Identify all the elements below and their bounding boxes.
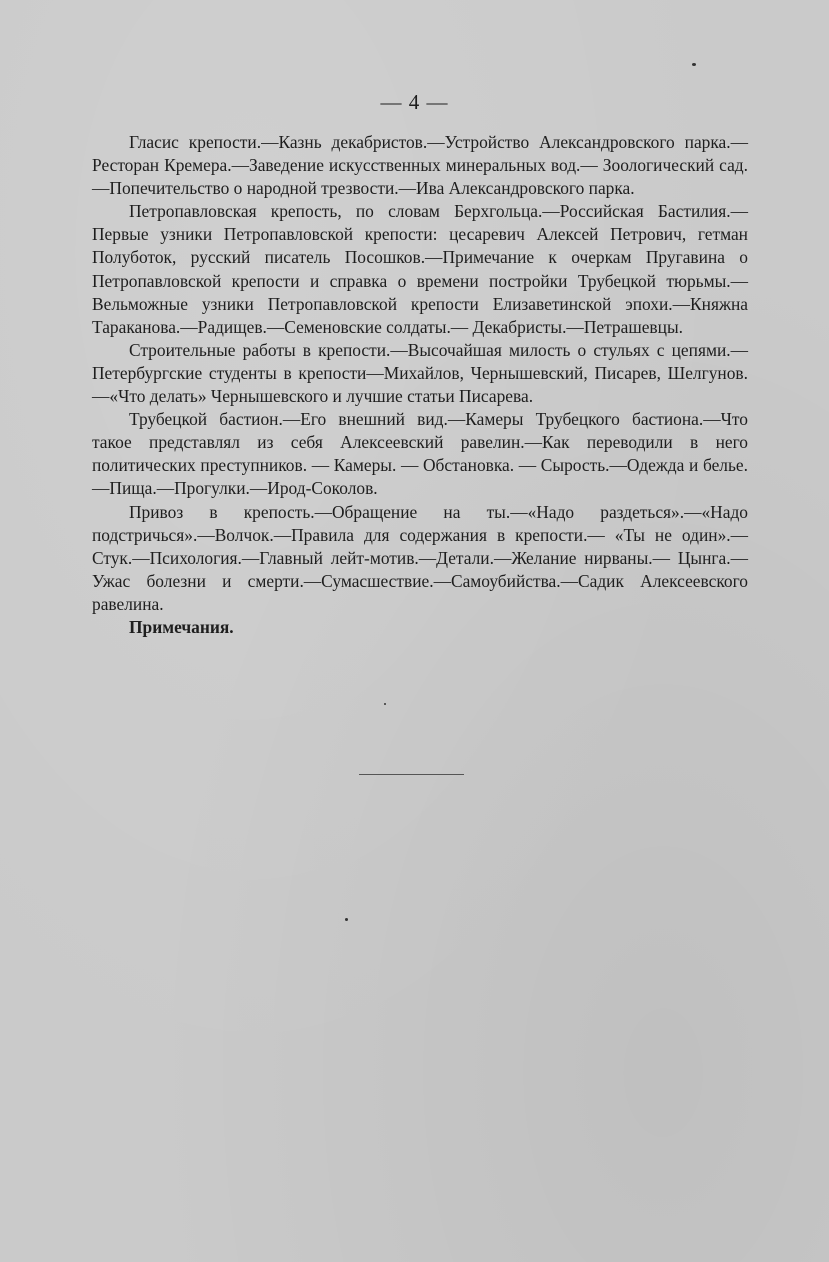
ink-speck: [384, 703, 386, 705]
contents-paragraph-1: Гласис крепости.—Казнь декабристов.—Устройство Александровского парка.—Ресторан Кремера.—Заведение искусственных минеральных вод.— Зоологический сад.—Попечительство о народной трезвости.—Ива Александровского парка.: [92, 132, 748, 199]
page-number: — 4 —: [380, 90, 449, 114]
notes-heading: Примечания.: [129, 616, 234, 637]
ink-speck: [345, 918, 348, 921]
contents-paragraph-3: Строительные работы в крепости.—Высочайшая милость о стульях с цепями.—Петербургские студенты в крепости—Михайлов, Чернышевский, Писарев, Шелгунов.—«Что делать» Чернышевского и лучшие статьи Писарева.: [92, 339, 748, 407]
contents-paragraph-5: Привоз в крепость.—Обращение на ты.—«Надо раздеться».—«Надо подстричься».—Волчок.—Правила для содержания в крепости.— «Ты не один».— Стук.—Психология.—Главный лейт-мотив.—Детали.—Желание нирваны.— Цынга.—Ужас болезни и смерти.—Сумасшествие.—Самоубийства.—Садик Алексеевского равелина.: [92, 501, 748, 614]
contents-paragraph-4: Трубецкой бастион.—Его внешний вид.—Камеры Трубецкого бастиона.—Что такое представлял из себя Алексеевский равелин.—Как переводили в него политических преступников. — Камеры. — Обстановка. — Сырость.—Одежда и белье.—Пища.—Прогулки.—Ирод-Соколов.: [92, 409, 748, 499]
table-of-contents: [92, 131, 748, 639]
closing-rule: [359, 774, 464, 775]
ink-speck: [692, 63, 696, 66]
contents-paragraph-2: Петропавловская крепость, по словам Берхгольца.—Российская Бастилия.—Первые узники Петропавловской крепости: цесаревич Алексей Петрович, гетман Полуботок, русский писатель Посошков.—Примечание к очеркам Пругавина о Петропавловской крепости и справка о времени постройки Трубецкой тюрьмы.—Вельможные узники Петропавловской крепости Елизаветинской эпохи.—Княжна Тараканова.—Радищев.—Семеновские солдаты.— Декабристы.—Петрашевцы.: [92, 201, 748, 337]
